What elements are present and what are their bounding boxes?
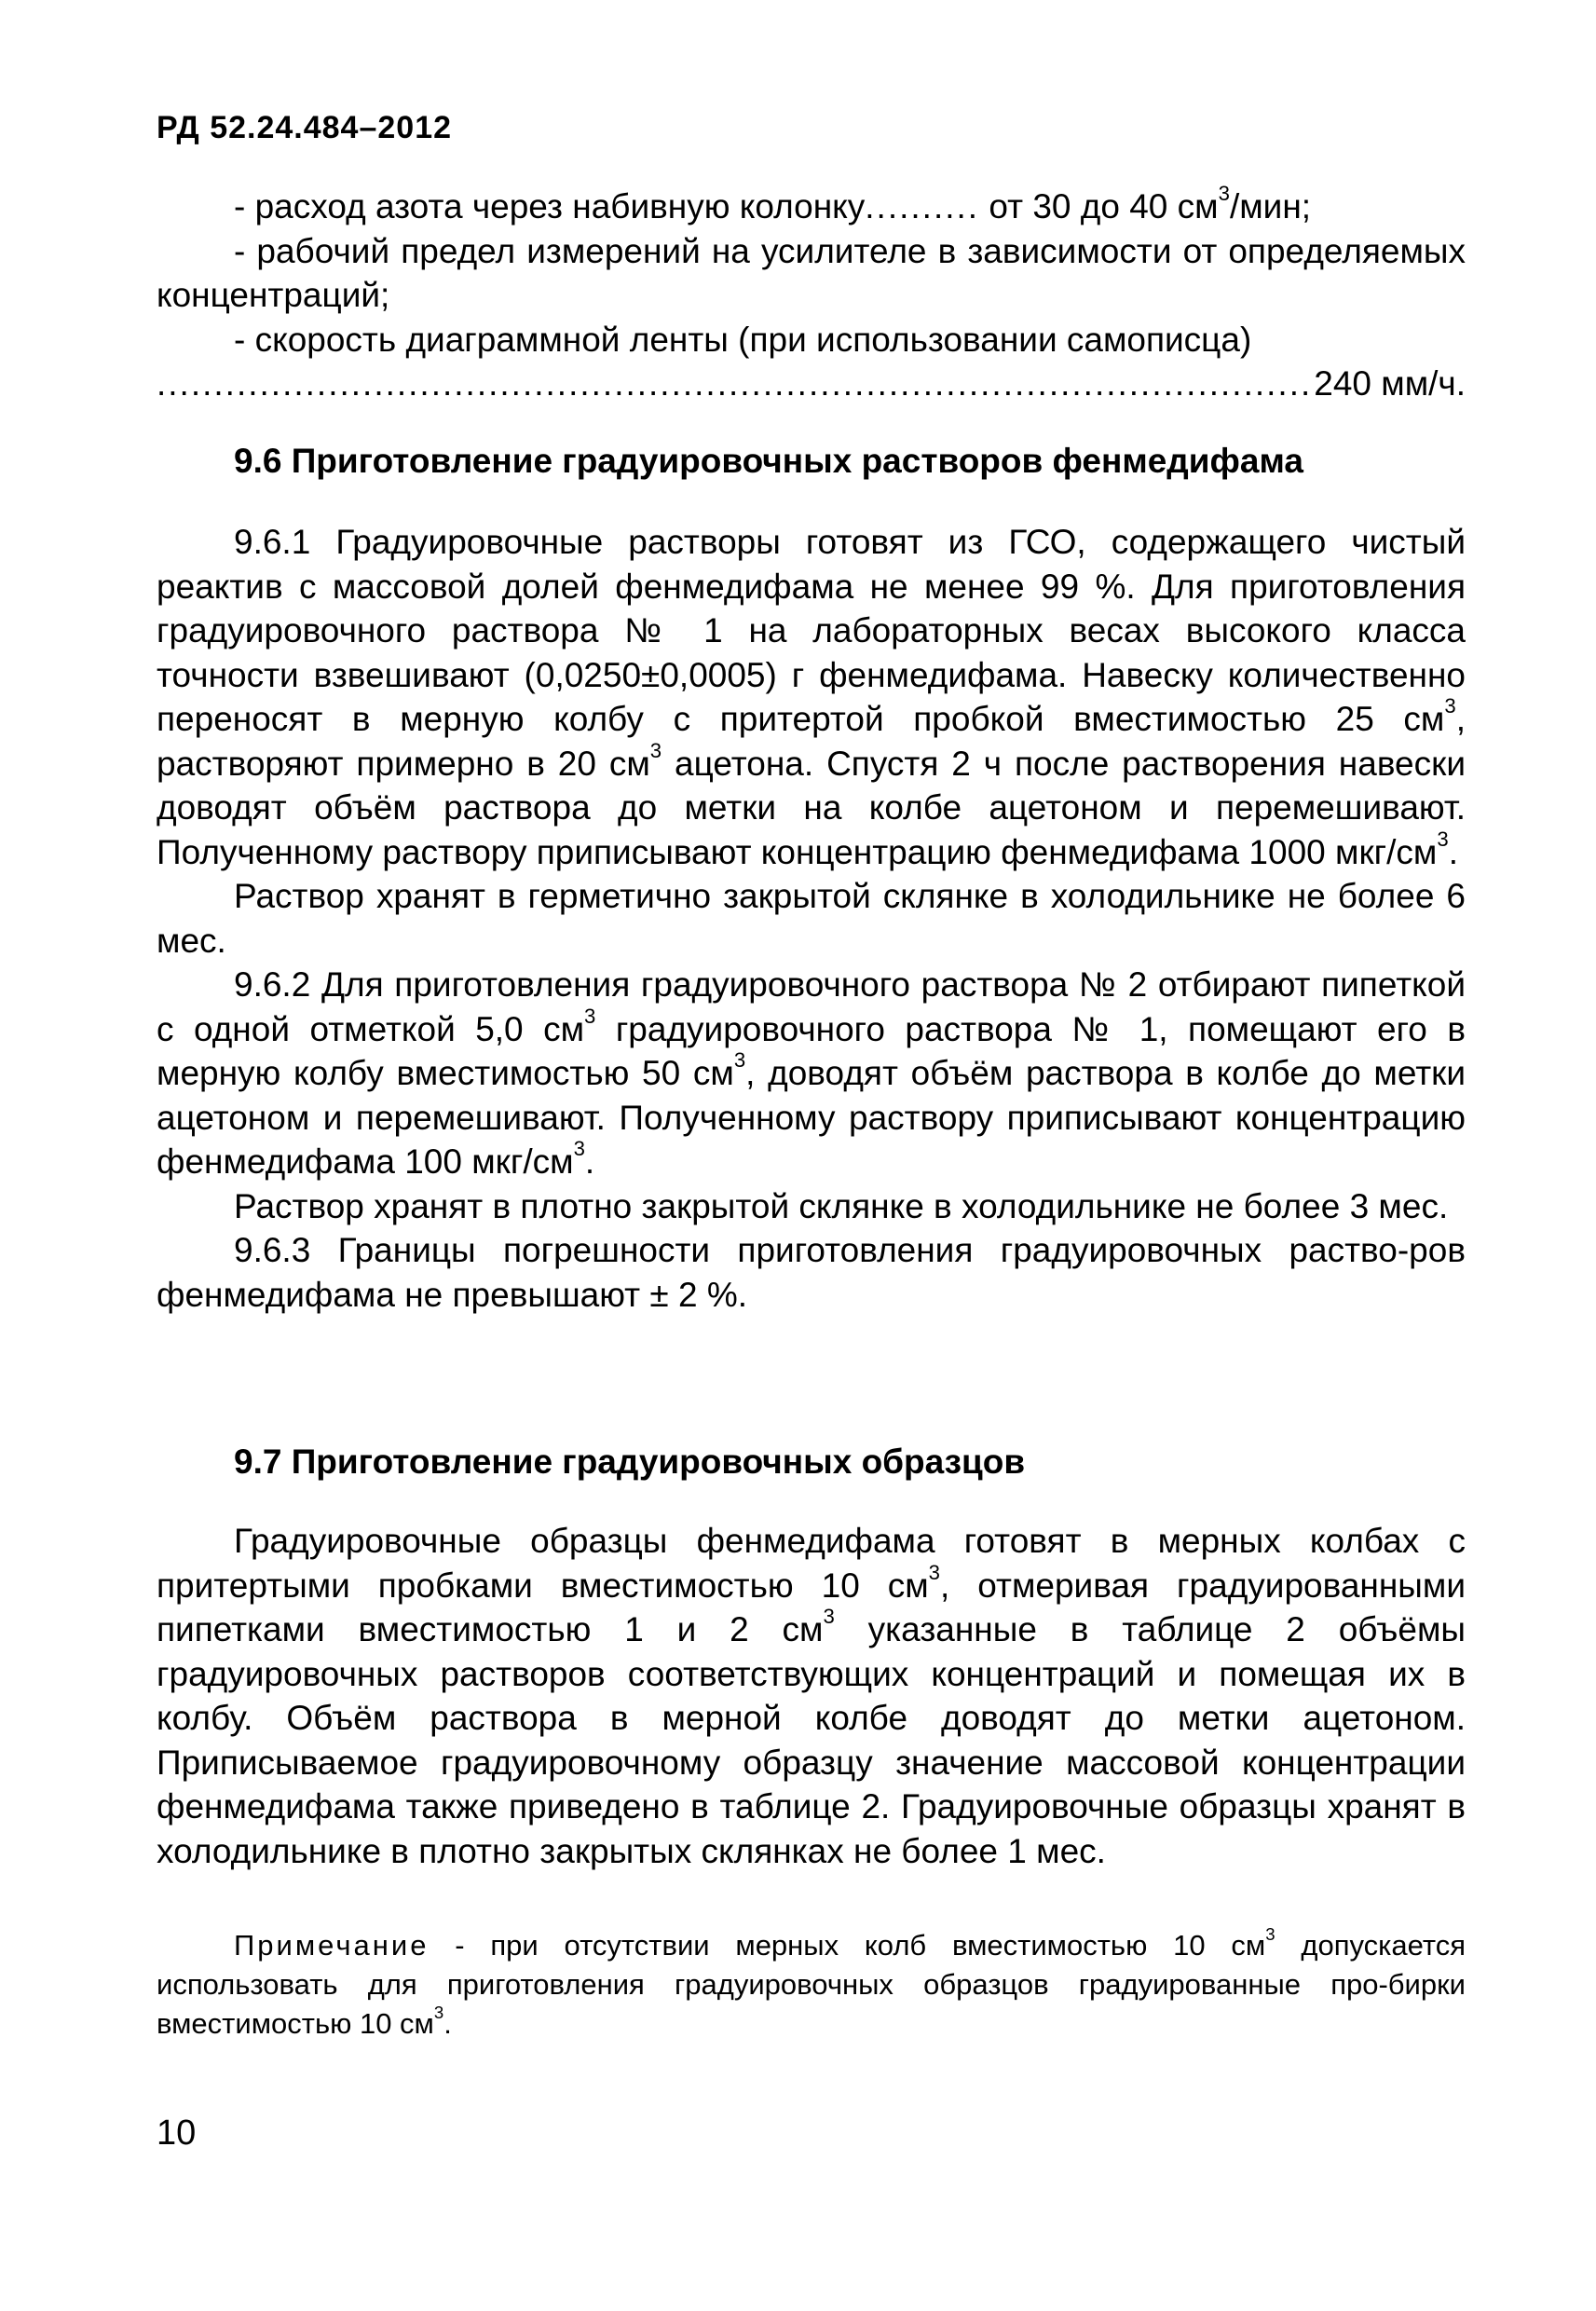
chromatograph-parameters xyxy=(157,182,1466,406)
page-number: 10 xyxy=(157,2113,197,2153)
paragraph-9-7: Градуировочные образцы фенмедифама готовят в мерных колбах с притертыми пробками вместимостью 10 $см^3$, отмеривая градуированными пипетками вместимостью 1 и 2 $см^3$ указанные в таблице 2 объёмы градуировочных растворов соответствующих концентраций и помещая их в колбу. Объём раствора в мерной колбе доводят до метки ацетоном. Приписываемое градуировочному образцу значение массовой концентрации фенмедифама также приведено в таблице 2. Градуировочные образцы хранят в холодильнике в плотно закрытых склянках не более 1 мес. xyxy=(157,1522,1466,1870)
section-heading-9-6: 9.6 Приготовление градуировочных растворов фенмедифама xyxy=(234,442,1303,480)
section-9-7-body xyxy=(157,1519,1466,1873)
note-label: Примечание xyxy=(234,1929,430,1962)
paragraph-storage-2: Раствор хранят в плотно закрытой склянке в холодильнике не более 3 мес. xyxy=(234,1186,1449,1225)
paragraph-storage-1: Раствор хранят в герметично закрытой склянке в холодильнике не более 6 мес. xyxy=(157,877,1466,960)
paragraph-9-6-3: 9.6.3 Границы погрешности приготовления градуировочных раство-ров фенмедифама не превышают ± 2 %. xyxy=(157,1231,1466,1314)
section-heading-9-7: 9.7 Приготовление градуировочных образцов xyxy=(234,1443,1026,1481)
nitrogen-flow-line: - расход азота через набивную колонку.......... от 30 до 40 $см^3$/мин; xyxy=(234,182,1312,226)
section-9-6-body xyxy=(157,520,1466,1317)
note-block xyxy=(157,1926,1466,2044)
note-text: Примечание - при отсутствии мерных колб вместимостью 10 $см^3$ допускается использовать для приготовления градуировочных образцов градуированные про-бирки вместимостью 10 $см^3$. xyxy=(157,1924,1466,2040)
dot-leader xyxy=(157,362,1314,406)
paragraph-9-6-2: 9.6.2 Для приготовления градуировочного раствора № 2 отбирают пипеткой с одной отметкой 5,0 $см^3$ градуировочного раствора № 1, помещают его в мерную колбу вместимостью 50 $см^3$, доводят объём раствора в колбе до метки ацетоном и перемешивают. Полученному раствору приписывают концентрацию фенмедифама 100 мкг/$см^3$. xyxy=(157,965,1466,1181)
tape-speed-value: 240 мм/ч. xyxy=(1314,364,1466,403)
paragraph-9-6-1: 9.6.1 Градуировочные растворы готовят из ГСО, содержащего чистый реактив с массовой долей фенмедифама не менее 99 %. Для приготовления градуировочного раствора № 1 на лабораторных весах высокого класса точности взвешивают (0,0250±0,0005) г фенмедифама. Навеску количественно переносят в мерную колбу с притертой пробкой вместимостью 25 $см^3$, растворяют примерно в 20 $см^3$ ацетона. Спустя 2 ч после растворения навески доводят объём раствора до метки на колбе ацетоном и перемешивают. Полученному раствору приписывают концентрацию фенмедифама 1000 мкг/$см^3$. xyxy=(157,523,1466,871)
tape-speed-value-line xyxy=(157,362,1466,406)
working-range-line: - рабочий предел измерений на усилителе в зависимости от определяемых концентраций; xyxy=(157,231,1466,314)
tape-speed-line: - скорость диаграммной ленты (при использовании самописца) xyxy=(234,320,1252,359)
document-page xyxy=(157,0,1466,2311)
document-code: РД 52.24.484–2012 xyxy=(157,110,453,145)
